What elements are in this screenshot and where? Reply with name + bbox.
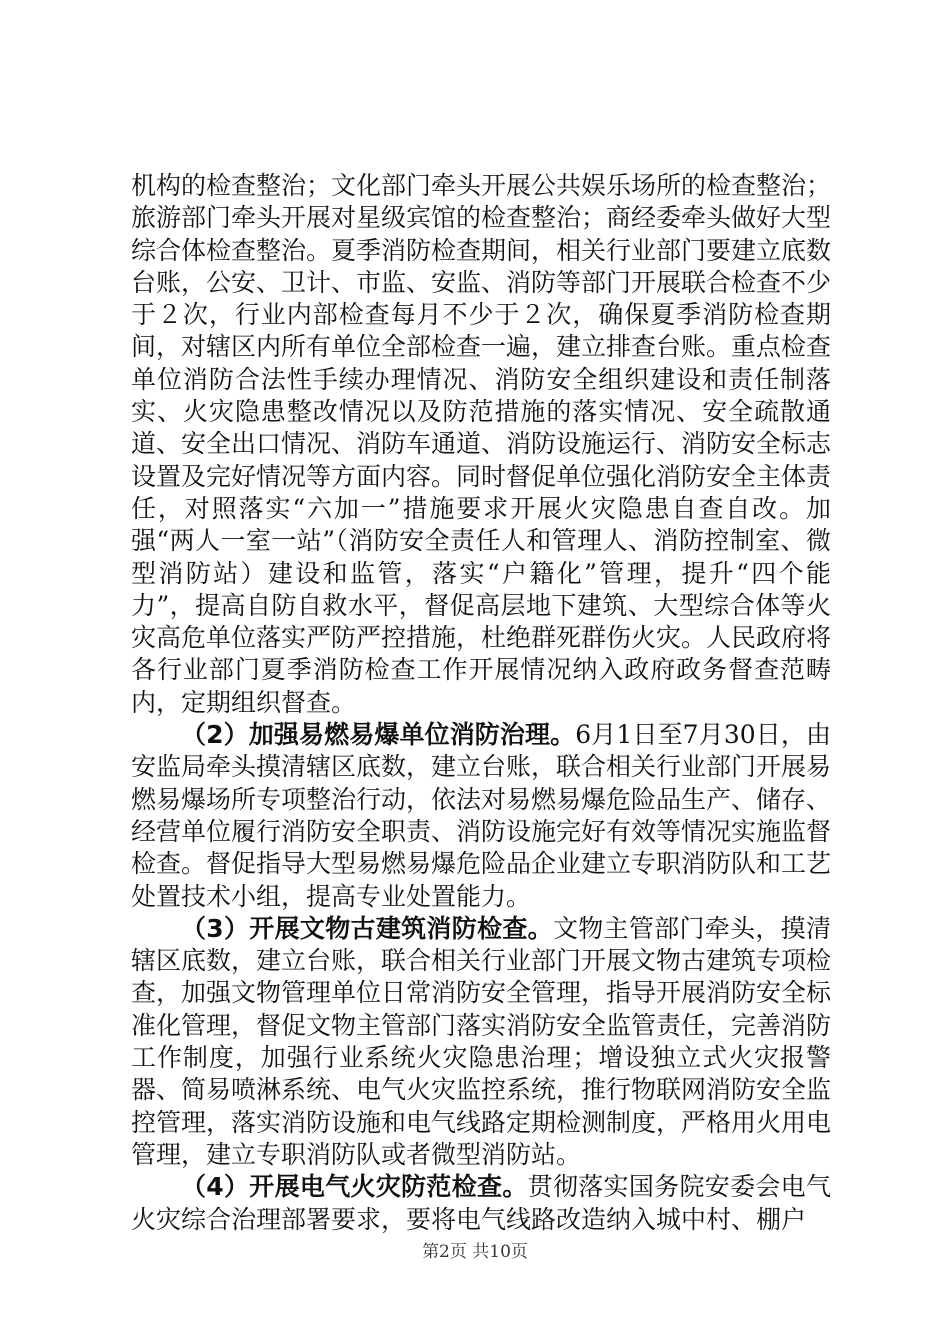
paragraph-text: 贯彻落实国务院安委会电气火灾综合治理部署要求，要将电气线路改造纳入城中村、棚户 [131,1172,831,1234]
paragraph-text: 6月1日至7月30日，由安监局牵头摸清辖区底数，建立台账，联合相关行业部门开展易燃易爆场所专项整治行动，依法对易燃易爆危险品生产、储存、经营单位履行消防安全职责、消防设施完好有效等情况实施监督检查。督促指导大型易燃易爆危险品企业建立专职消防队和工艺处置技术小组，提高专业处置能力。 [131,720,832,911]
item-heading: （4）开展电气火灾防范检查。 [181,1172,528,1202]
document-body [131,170,831,1236]
paragraph-item-2 [131,719,831,913]
paragraph-continuation [131,170,831,719]
item-heading: （2）加强易燃易爆单位消防治理。 [181,720,576,750]
paragraph-text: 文物主管部门牵头，摸清辖区底数，建立台账，联合相关行业部门开展文物古建筑专项检查，加强文物管理单位日常消防安全管理，指导开展消防安全标准化管理，督促文物主管部门落实消防安全监管责任，完善消防工作制度，加强行业系统火灾隐患治理；增设独立式火灾报警器、简易喷淋系统、电气火灾监控系统，推行物联网消防安全监控管理，落实消防设施和电气线路定期检测制度，严格用火用电管理，建立专职消防队或者微型消防站。 [131,913,832,1169]
item-heading: （3）开展文物古建筑消防检查。 [181,913,553,943]
page-number-footer: 第2页 共10页 [422,1242,528,1262]
paragraph-item-4 [131,1171,831,1236]
paragraph-text: 机构的检查整治；文化部门牵头开展公共娱乐场所的检查整治；旅游部门牵头开展对星级宾馆的检查整治；商经委牵头做好大型综合体检查整治。夏季消防检查期间，相关行业部门要建立底数台账，公安、卫计、市监、安监、消防等部门开展联合检查不少于２次，行业内部检查每月不少于２次，确保夏季消防检查期间，对辖区内所有单位全部检查一遍，建立排查台账。重点检查单位消防合法性手续办理情况、消防安全组织建设和责任制落实、火灾隐患整改情况以及防范措施的落实情况、安全疏散通道、安全出口情况、消防车通道、消防设施运行、消防安全标志设置及完好情况等方面内容。同时督促单位强化消防安全主体责任，对照落实“六加一”措施要求开展火灾隐患自查自改。加强“两人一室一站”（消防安全责任人和管理人、消防控制室、微型消防站）建设和监管，落实“户籍化”管理，提升“四个能力”，提高自防自救水平，督促高层地下建筑、大型综合体等火灾高危单位落实严防严控措施，杜绝群死群伤火灾。人民政府将各行业部门夏季消防检查工作开展情况纳入政府政务督查范畴内，定期组织督查。 [131,171,832,717]
paragraph-item-3 [131,913,831,1171]
